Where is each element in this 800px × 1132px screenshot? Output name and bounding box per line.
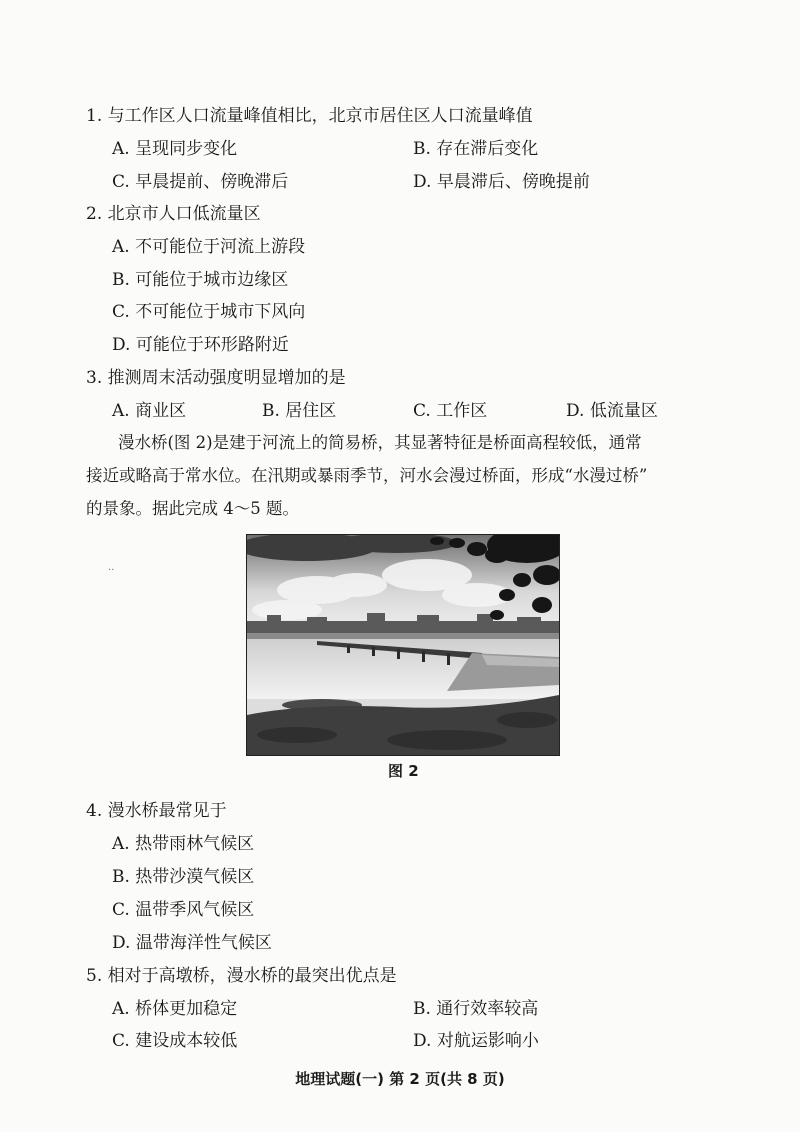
question-4-option-d: D. 温带海洋性气候区 xyxy=(112,933,272,953)
question-3-option-a: A. 商业区 xyxy=(112,401,187,421)
intro-paragraph-line-3: 的景象。据此完成 4～5 题。 xyxy=(86,499,299,518)
figure-2-caption: 图 2 xyxy=(388,762,419,780)
question-2-option-d: D. 可能位于环形路附近 xyxy=(112,335,289,355)
question-2-option-b: B. 可能位于城市边缘区 xyxy=(112,270,289,290)
question-3-option-b: B. 居住区 xyxy=(262,401,337,421)
question-2-option-c: C. 不可能位于城市下风向 xyxy=(112,302,306,322)
question-4-stem: 4. 漫水桥最常见于 xyxy=(86,801,227,821)
question-3-option-c: C. 工作区 xyxy=(413,401,488,421)
figure-2-photo xyxy=(246,534,560,756)
question-5-option-c: C. 建设成本较低 xyxy=(112,1031,238,1051)
question-1-option-a: A. 呈现同步变化 xyxy=(112,139,238,159)
submersible-bridge-illustration xyxy=(247,535,559,755)
question-5-option-d: D. 对航运影响小 xyxy=(413,1031,539,1051)
intro-paragraph-line-2: 接近或略高于常水位。在汛期或暴雨季节，河水会漫过桥面，形成“水漫过桥” xyxy=(86,466,648,485)
question-4-option-b: B. 热带沙漠气候区 xyxy=(112,867,255,887)
question-2-stem: 2. 北京市人口低流量区 xyxy=(86,204,261,224)
question-3-stem: 3. 推测周末活动强度明显增加的是 xyxy=(86,368,346,388)
question-1-option-c: C. 早晨提前、傍晚滞后 xyxy=(112,172,289,192)
question-1-option-b: B. 存在滞后变化 xyxy=(413,139,539,159)
scan-speck: ·· xyxy=(108,565,115,576)
question-4-option-c: C. 温带季风气候区 xyxy=(112,900,255,920)
question-1-option-d: D. 早晨滞后、傍晚提前 xyxy=(413,172,590,192)
page-footer: 地理试题(一) 第 2 页(共 8 页) xyxy=(295,1070,505,1088)
question-2-option-a: A. 不可能位于河流上游段 xyxy=(112,237,306,257)
intro-paragraph-line-1: 漫水桥(图 2)是建于河流上的简易桥，其显著特征是桥面高程较低，通常 xyxy=(118,433,642,452)
question-4-option-a: A. 热带雨林气候区 xyxy=(112,834,255,854)
question-5-option-a: A. 桥体更加稳定 xyxy=(112,999,238,1019)
question-5-stem: 5. 相对于高墩桥，漫水桥的最突出优点是 xyxy=(86,966,397,986)
question-5-option-b: B. 通行效率较高 xyxy=(413,999,539,1019)
question-1-stem: 1. 与工作区人口流量峰值相比，北京市居住区人口流量峰值 xyxy=(86,106,533,126)
question-3-option-d: D. 低流量区 xyxy=(566,401,658,421)
